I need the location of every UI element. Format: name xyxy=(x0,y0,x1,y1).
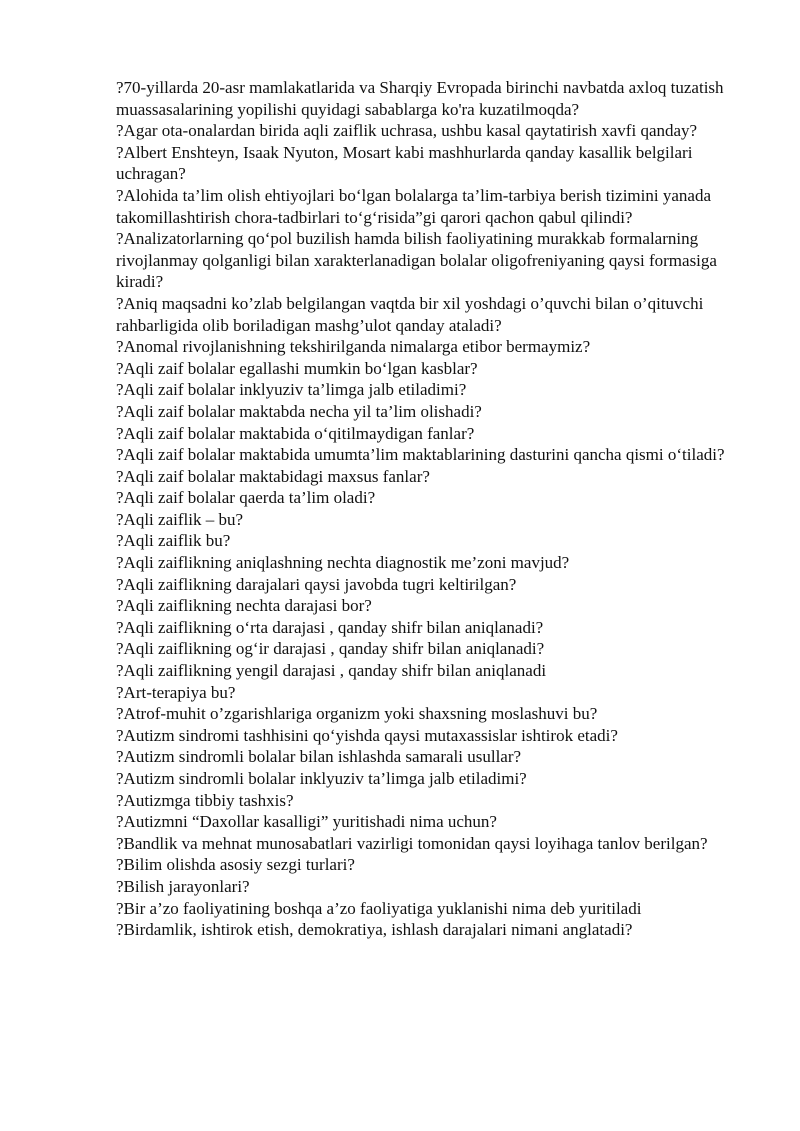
question-item: ?Aqli zaif bolalar egallashi mumkin bo‘lgan kasblar? xyxy=(116,358,478,378)
question-item: ?70-yillarda 20-asr mamlakatlarida va Sharqiy Evropada birinchi navbatda axloq tuzatish muassasalarining yopilishi quyidagi sabablarga ko'ra kuzatilmoqda? xyxy=(116,78,724,119)
question-item: ?Aqli zaiflikning og‘ir darajasi , qanday shifr bilan aniqlanadi? xyxy=(116,639,545,659)
question-item: ?Aqli zaif bolalar maktabida o‘qitilmaydigan fanlar? xyxy=(116,423,475,443)
question-item: ?Birdamlik, ishtirok etish, demokratiya, ishlash darajalari nimani anglatadi? xyxy=(116,920,633,940)
question-item: ?Bilim olishda asosiy sezgi turlari? xyxy=(116,855,355,875)
question-item: ?Atrof-muhit o’zgarishlariga organizm yoki shaxsning moslashuvi bu? xyxy=(116,704,598,724)
question-item: ?Aqli zaif bolalar maktabida umumta’lim maktablarining dasturini qancha qismi o‘tiladi? xyxy=(116,445,725,465)
question-item: ?Aqli zaiflikning aniqlashning nechta diagnostik me’zoni mavjud? xyxy=(116,553,570,573)
question-item: ?Aqli zaiflikning yengil darajasi , qanday shifr bilan aniqlanadi xyxy=(116,661,547,681)
question-item: ?Aqli zaif bolalar maktabda necha yil ta’lim olishadi? xyxy=(116,401,482,421)
question-item: ?Aqli zaiflikning nechta darajasi bor? xyxy=(116,596,372,616)
question-item: ?Autizm sindromi tashhisini qo‘yishda qaysi mutaxassislar ishtirok etadi? xyxy=(116,725,618,745)
question-item: ?Albert Enshteyn, Isaak Nyuton, Mosart kabi mashhurlarda qanday kasallik belgilari uchragan? xyxy=(116,142,693,184)
question-item: ?Aqli zaiflik – bu? xyxy=(116,509,243,529)
question-item: ?Aqli zaiflik bu? xyxy=(116,531,231,551)
question-item: ?Aqli zaiflikning darajalari qaysi javobda tugri keltirilgan? xyxy=(116,574,517,594)
question-item: ?Aqli zaif bolalar maktabidagi maxsus fanlar? xyxy=(116,466,430,486)
question-item: ?Art-terapiya bu? xyxy=(116,682,236,702)
question-item: ?Aqli zaif bolalar inklyuziv ta’limga jalb etiladimi? xyxy=(116,380,467,400)
question-item: ?Autizm sindromli bolalar inklyuziv ta’limga jalb etiladimi? xyxy=(116,769,527,788)
question-item: ?Autizmga tibbiy tashxis? xyxy=(116,790,294,810)
question-item: ?Agar ota-onalardan birida aqli zaiflik uchrasa, ushbu kasal qaytatirish xavfi qanday? xyxy=(116,121,698,141)
question-item: ?Alohida ta’lim olish ehtiyojlari bo‘lgan bolalarga ta’lim-tarbiya berish tizimini yanada takomillashtirish chora-tadbirlari to‘g‘risida”gi qarori qachon qabul qilindi? xyxy=(116,185,711,227)
question-item: ?Aqli zaiflikning o‘rta darajasi , qanday shifr bilan aniqlanadi? xyxy=(116,617,544,637)
question-item: ?Bandlik va mehnat munosabatlari vazirligi tomonidan qaysi loyihaga tanlov berilgan? xyxy=(116,833,708,853)
question-list xyxy=(116,77,728,941)
question-item: ?Analizatorlarning qo‘pol buzilish hamda bilish faoliyatining murakkab formalarning rivojlanmay qolganligi bilan xarakterlanadigan bolalar oligofreniyaning qaysi formasiga kiradi? xyxy=(116,229,717,292)
question-item: ?Autizm sindromli bolalar bilan ishlashda samarali usullar? xyxy=(116,747,522,767)
question-item: ?Autizmni “Daxollar kasalligi” yuritishadi nima uchun? xyxy=(116,812,497,832)
question-item: ?Aqli zaif bolalar qaerda ta’lim oladi? xyxy=(116,488,376,508)
question-item: ?Bir a’zo faoliyatining boshqa a’zo faoliyatiga yuklanishi nima deb yuritiladi xyxy=(116,898,642,918)
question-item: ?Bilish jarayonlari? xyxy=(116,876,250,896)
question-item: ?Anomal rivojlanishning tekshirilganda nimalarga etibor bermaymiz? xyxy=(116,337,591,357)
question-item: ?Aniq maqsadni ko’zlab belgilangan vaqtda bir xil yoshdagi o’quvchi bilan o’qituvchi rahbarligida olib boriladigan mashg’ulot qanday ataladi? xyxy=(116,293,704,335)
